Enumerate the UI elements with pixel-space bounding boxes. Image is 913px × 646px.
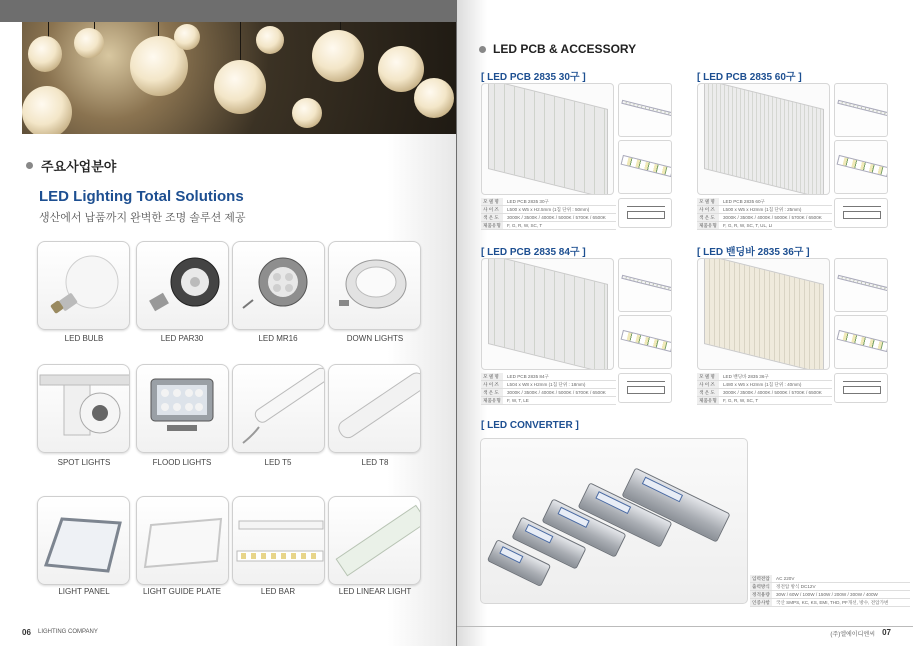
product-tile-spot-lights: [37, 364, 130, 453]
category-title: [ LED 밴딩바 2835 36구 ]: [697, 247, 810, 258]
product-label: DOWN LIGHTS: [346, 334, 404, 343]
product-label: LIGHT PANEL: [58, 587, 110, 596]
product-tile-led-bulb: [37, 241, 130, 330]
product-tile-flood-lights: [136, 364, 229, 453]
right-company-name: (주)엘에이디엔씨: [830, 632, 875, 638]
product-label: FLOOD LIGHTS: [152, 458, 212, 467]
led-bar-icon: [233, 497, 325, 585]
page-subline: 생산에서 납품까지 완벽한 조명 솔루션 제공: [39, 212, 246, 224]
left-company-name: LIGHTING COMPANY: [38, 629, 98, 635]
spec-table: 모 델 명 LED PCB 2835 84구 사 이 즈 L504 x W8 x H2mm (1칩 단위 : 18mm) 색 온 도 3000K / 3500K / 4000K / 5000K / 5700K / 6500K 제품유형 F, W, T, LE: [481, 373, 616, 405]
bending-bar-main-image: [697, 258, 830, 370]
right-page: [457, 0, 913, 646]
product-label: LED MR16: [258, 334, 298, 343]
t5-tube-icon: [233, 365, 325, 453]
pcb-60-main-image: [697, 83, 830, 195]
converter-image: [480, 438, 748, 604]
pcb-60-strip-thumb: [834, 83, 888, 137]
left-page: [0, 22, 456, 646]
light-guide-plate-icon: [137, 497, 229, 585]
dimension-drawing: [618, 198, 672, 228]
product-tile-led-mr16: [232, 241, 325, 330]
dimension-drawing: [618, 373, 672, 403]
category-title: [ LED PCB 2835 84구 ]: [481, 247, 586, 258]
mr16-lamp-icon: [233, 242, 325, 330]
product-label: LED BAR: [260, 587, 296, 596]
light-panel-icon: [38, 497, 130, 585]
bulb-banner-image: [22, 22, 456, 134]
pcb-84-main-image: [481, 258, 614, 370]
product-label: LED LINEAR LIGHT: [338, 587, 412, 596]
left-page-number: 06: [22, 628, 31, 637]
category-title: [ LED PCB 2835 30구 ]: [481, 72, 586, 83]
footer-rule: [457, 626, 913, 627]
spec-table: 모 델 명 LED PCB 2835 30구 사 이 즈 L500 x W5 x H2.5mm (1칩 단위 : 50mm) 색 온 도 3000K / 3500K / 4000K / 5000K / 5700K / 6500K 제품유형 F, G, R, W, SC, T: [481, 198, 616, 230]
category-title: [ LED PCB 2835 60구 ]: [697, 72, 802, 83]
t8-tube-icon: [329, 365, 421, 453]
bullet-dot-icon: [479, 46, 486, 53]
product-label: LED T5: [264, 458, 292, 467]
bending-bar-strip-thumb: [834, 258, 888, 312]
pcb-60-zoom-thumb: [834, 140, 888, 194]
product-label: LED T8: [361, 458, 389, 467]
product-label: LED PAR30: [160, 334, 204, 343]
converter-spec-table: 입력전압 AC 220V 출력방식 정전압 방식 DC12V 정격용량 30W / 60W / 100W / 150W / 200W / 300W / 400W 인증사항 국산 SMPS, KC, KS, EMI, THD, PF개선, 방수, 전압가변: [750, 575, 910, 607]
linear-light-icon: [329, 497, 421, 585]
led-bulb-icon: [38, 242, 130, 330]
left-section-title: [26, 156, 116, 175]
spec-table: 모 델 명 LED PCB 2835 60구 사 이 즈 L500 x W5 x H2mm (1칩 단위 : 25mm) 색 온 도 3000K / 3500K / 4000K / 5000K / 5700K / 6500K 제품유형 F, G, R, W, SC, T, UL, LI: [697, 198, 832, 230]
pcb-30-main-image: [481, 83, 614, 195]
product-tile-led-linear-light: [328, 496, 421, 585]
bending-bar-zoom-thumb: [834, 315, 888, 369]
spec-table: 모 델 명 LED 밴딩바 2835 36구 사 이 즈 L480 x W6 x H2mm (1칩 단위 : 40mm) 색 온 도 3000K / 3500K / 4000K / 5000K / 5700K / 6500K 제품유형 F, G, R, W, SC, T: [697, 373, 832, 405]
product-tile-led-t8: [328, 364, 421, 453]
right-section-title-text: LED PCB & ACCESSORY: [493, 42, 637, 56]
pcb-30-strip-thumb: [618, 83, 672, 137]
down-light-icon: [329, 242, 421, 330]
pcb-84-zoom-thumb: [618, 315, 672, 369]
product-tile-led-par30: [136, 241, 229, 330]
product-label: SPOT LIGHTS: [57, 458, 111, 467]
flood-light-icon: [137, 365, 229, 453]
product-tile-down-lights: [328, 241, 421, 330]
page-headline: LED Lighting Total Solutions: [39, 188, 244, 205]
spot-light-icon: [38, 365, 130, 453]
bullet-dot-icon: [26, 162, 33, 169]
product-label: LIGHT GUIDE PLATE: [143, 587, 221, 596]
left-section-title-text: 주요사업분야: [41, 159, 117, 174]
right-page-number: 07: [882, 628, 891, 637]
pcb-30-zoom-thumb: [618, 140, 672, 194]
par30-lamp-icon: [137, 242, 229, 330]
product-tile-led-t5: [232, 364, 325, 453]
pcb-84-strip-thumb: [618, 258, 672, 312]
product-tile-light-guide-plate: [136, 496, 229, 585]
product-tile-light-panel: [37, 496, 130, 585]
right-section-title: [479, 42, 636, 56]
product-label: LED BULB: [64, 334, 104, 343]
converter-title: [ LED CONVERTER ]: [481, 420, 579, 431]
dimension-drawing: [834, 373, 888, 403]
product-tile-led-bar: [232, 496, 325, 585]
dimension-drawing: [834, 198, 888, 228]
